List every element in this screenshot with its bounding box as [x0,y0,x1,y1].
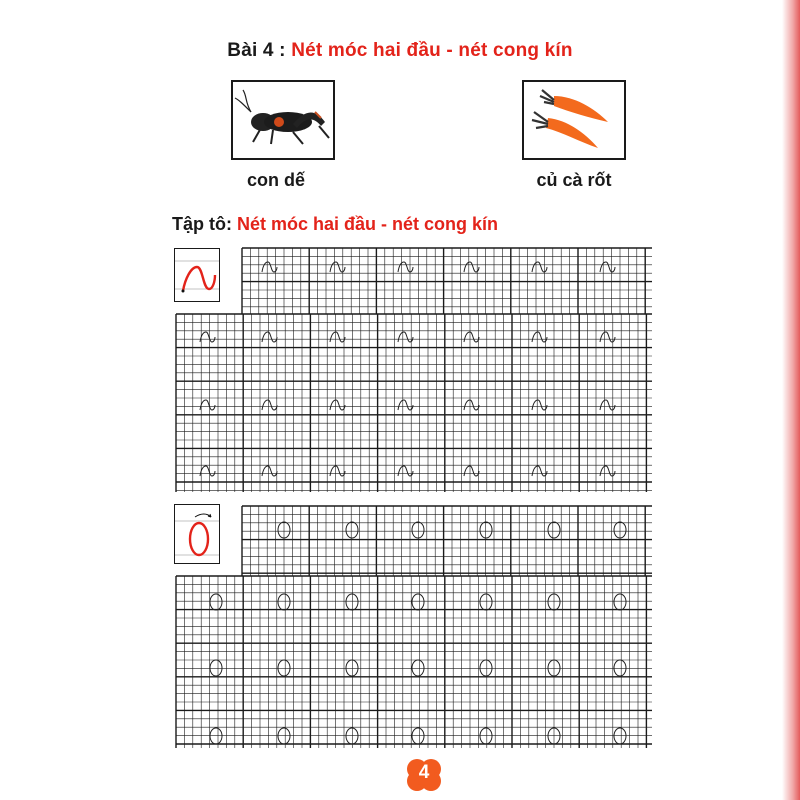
hook-stroke-trace [330,400,345,410]
hook-stroke-trace [532,332,547,342]
hook-stroke-trace [262,262,277,272]
closed-curve-trace [480,594,492,610]
hook-stroke-trace [464,466,479,476]
closed-curve-trace [278,594,290,610]
closed-curve-trace [346,660,358,676]
hook-stroke-trace [398,332,413,342]
hook-stroke-trace [398,400,413,410]
closed-curve-trace [210,728,222,744]
hook-grid-main [176,314,652,492]
hook-stroke-trace [464,332,479,342]
hook-stroke-trace [600,262,615,272]
closed-curve-trace [278,660,290,676]
hook-stroke-trace [464,400,479,410]
closed-curve-trace [412,660,424,676]
closed-curve-trace [346,522,358,538]
closed-curve-trace [412,522,424,538]
closed-curve-trace [480,728,492,744]
closed-curve-trace [480,660,492,676]
page-number: 4 [418,762,430,783]
hook-stroke-trace [398,466,413,476]
hook-stroke-trace [398,262,413,272]
hook-stroke-trace [262,332,277,342]
hook-grid-top [242,248,652,314]
closed-curve-trace [210,660,222,676]
hook-stroke-trace [200,466,215,476]
lesson-number: Bài 4 : [227,40,286,61]
closed-curve-trace [346,594,358,610]
closed-curve-trace [278,728,290,744]
hook-stroke-trace [532,262,547,272]
closed-curve-trace [614,660,626,676]
hook-stroke-trace [262,466,277,476]
carrot-caption: củ cà rốt [536,170,612,190]
closed-curve-trace [548,522,560,538]
closed-curve-trace [412,594,424,610]
closed-curve-trace [412,728,424,744]
hook-stroke-trace [532,400,547,410]
practice-label: Tập tô: [172,214,232,234]
practice-name: Nét móc hai đầu - nét cong kín [237,214,499,234]
hook-stroke-trace [262,400,277,410]
hook-stroke-trace [330,466,345,476]
closed-curve-trace [210,594,222,610]
hook-stroke-trace [200,400,215,410]
hook-stroke-trace [464,262,479,272]
hook-stroke-trace [330,332,345,342]
closed-curve-trace [614,728,626,744]
closed-curve-trace [614,594,626,610]
closed-curve-trace [480,522,492,538]
hook-stroke-trace [200,332,215,342]
oval-grid-top [242,506,652,576]
lesson-name: Nét móc hai đầu - nét cong kín [291,40,573,61]
cricket-caption: con dế [246,170,305,190]
hook-stroke-trace [532,466,547,476]
closed-curve-trace [346,728,358,744]
